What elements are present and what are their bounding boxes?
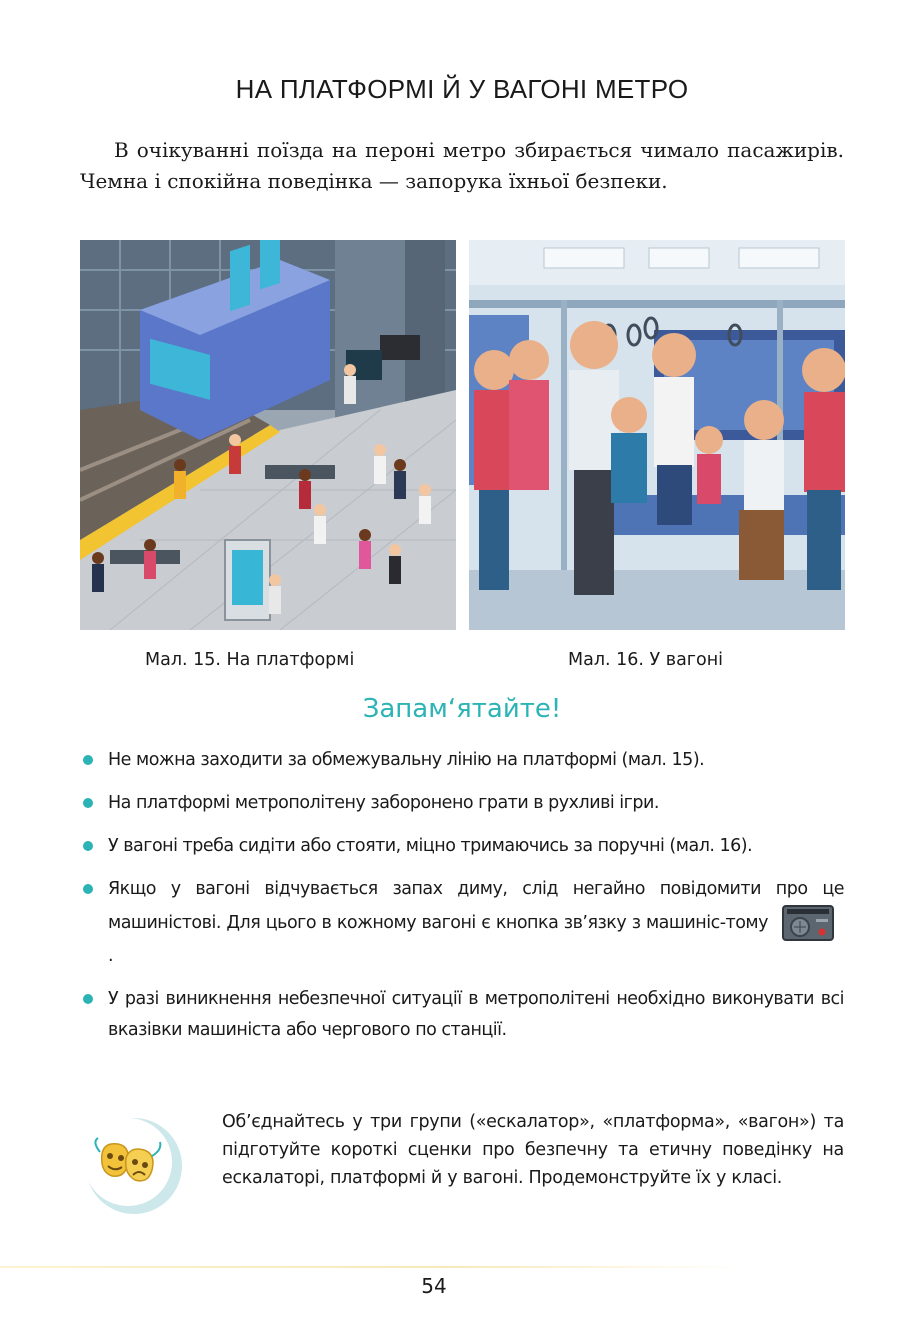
- rule-text: Якщо у вагоні відчувається запах диму, слід негайно повідомити про це машиністові. Для цього в кожному вагоні є кнопка зв’язку з машиніс-тому: [108, 879, 844, 933]
- bullet-icon: [83, 884, 93, 894]
- bullet-icon: [83, 798, 93, 808]
- intercom-button-icon: [782, 905, 834, 941]
- bullet-icon: [83, 841, 93, 851]
- footer-divider: [0, 1266, 744, 1268]
- rule-item: [80, 788, 844, 819]
- figure-16-caption: Мал. 16. У вагоні: [568, 650, 723, 670]
- rule-text: У разі виникнення небезпечної ситуації в метрополітені необхідно виконувати всі вказівки машиніста або чергового по станції.: [108, 989, 844, 1040]
- rule-text: На платформі метрополітену заборонено грати в рухливі ігри.: [108, 793, 659, 813]
- page-number: 54: [421, 1274, 447, 1298]
- rule-item: [80, 831, 844, 862]
- group-task-paragraph: Об’єднайтесь у три групи («ескалатор», «платформа», «вагон») та підготуйте короткі сценки про безпечну та етичну поведінку на ескалаторі, платформі й у вагоні. Продемонструйте їх у класі.: [222, 1112, 844, 1188]
- theatre-masks-icon: [80, 1112, 184, 1216]
- figure-15-caption: Мал. 15. На платформі: [145, 650, 355, 670]
- rule-end: .: [108, 946, 114, 966]
- bullet-icon: [83, 994, 93, 1004]
- rule-text: Не можна заходити за обмежувальну лінію на платформі (мал. 15).: [108, 750, 705, 770]
- intro-paragraph: В очікуванні поїзда на пероні метро збирається чимало пасажирів. Чемна і спокійна поведінка — запорука їхньої безпеки.: [80, 138, 844, 193]
- rule-item: [80, 874, 844, 972]
- rule-text: У вагоні треба сидіти або стояти, міцно тримаючись за поручні (мал. 16).: [108, 836, 753, 856]
- bullet-icon: [83, 755, 93, 765]
- remember-heading: Запам‘ятайте!: [362, 694, 562, 724]
- rule-item: [80, 984, 844, 1046]
- rules-list: [80, 745, 844, 1058]
- page-title: НА ПЛАТФОРМІ Й У ВАГОНІ МЕТРО: [235, 74, 689, 104]
- platform-illustration: [80, 240, 456, 630]
- wagon-illustration: [469, 240, 845, 630]
- rule-item: [80, 745, 844, 776]
